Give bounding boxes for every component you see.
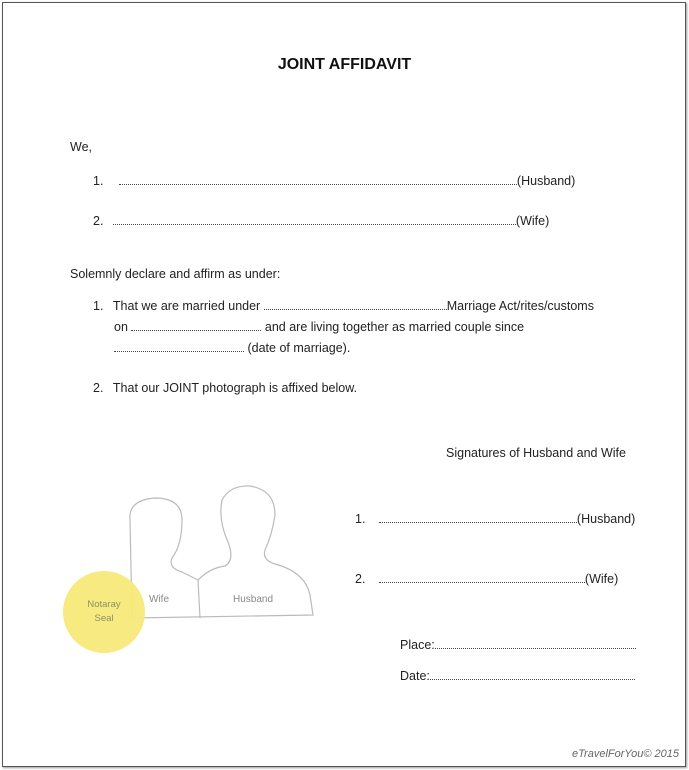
clause-text: Marriage Act/rites/customs (446, 299, 594, 313)
signature-label: (Husband) (576, 512, 636, 526)
signature-husband-line (355, 512, 635, 526)
signature-number: 2. (355, 572, 366, 586)
husband-photo-label: Husband (233, 594, 274, 605)
place-line (400, 638, 636, 652)
clause-number: 2. (93, 381, 104, 395)
clause-text: That we are married under (112, 299, 261, 313)
place-of-marriage-blank[interactable] (131, 320, 261, 331)
party-label: (Husband) (516, 174, 576, 188)
party-wife-line (93, 214, 549, 228)
seal-text: Seal (94, 613, 114, 624)
clause-1-line-1 (93, 299, 594, 313)
clause-text: and are living together as married couple since (264, 320, 525, 334)
clause-text: on (114, 320, 128, 334)
party-label: (Wife) (515, 214, 550, 228)
place-label: Place: (400, 638, 435, 652)
signature-wife-line (355, 572, 618, 586)
clause-2 (93, 381, 357, 395)
husband-signature-blank[interactable] (379, 512, 577, 523)
party-number: 2. (93, 214, 104, 228)
signature-number: 1. (355, 512, 366, 526)
clause-1-line-3 (114, 341, 350, 355)
watermark: eTravelForYou© 2015 (572, 748, 679, 760)
date-label: Date: (400, 669, 430, 683)
clause-text: That our JOINT photograph is affixed below. (112, 381, 358, 395)
document-title: JOINT AFFIDAVIT (277, 56, 412, 73)
date-blank[interactable] (430, 669, 635, 680)
wife-photo-label: Wife (149, 594, 169, 605)
party-husband-line (93, 174, 575, 188)
signature-label: (Wife) (584, 572, 619, 586)
clause-text: (date of marriage). (247, 341, 351, 355)
signatures-heading: Signatures of Husband and Wife (446, 446, 626, 460)
clause-1-line-2 (114, 320, 524, 334)
husband-name-blank[interactable] (119, 174, 517, 185)
seal-text: Notaray (87, 599, 121, 610)
notary-seal (63, 571, 145, 653)
clause-number: 1. (93, 299, 104, 313)
date-line (400, 669, 635, 683)
wife-name-blank[interactable] (113, 214, 516, 225)
party-number: 1. (93, 174, 104, 188)
date-of-marriage-blank[interactable] (114, 341, 244, 352)
intro-text: We, (70, 140, 92, 154)
declare-text: Solemnly declare and affirm as under: (70, 267, 281, 281)
wife-signature-blank[interactable] (379, 572, 585, 583)
marriage-act-blank[interactable] (264, 299, 447, 310)
place-blank[interactable] (435, 638, 636, 649)
